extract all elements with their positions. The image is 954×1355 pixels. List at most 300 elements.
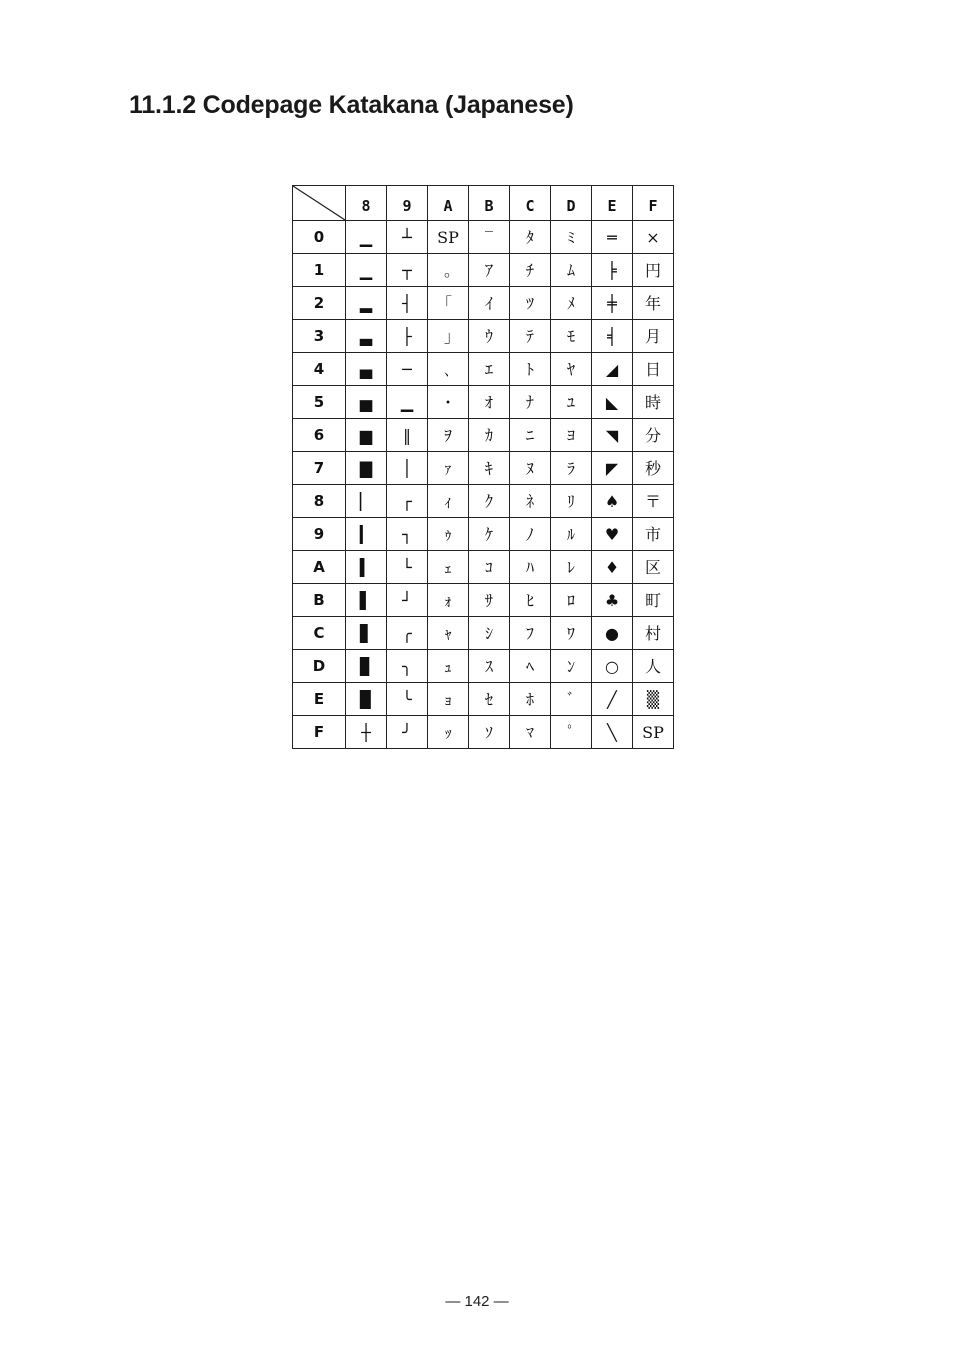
column-header: C xyxy=(510,186,551,221)
character-glyph: ﾝ xyxy=(566,656,575,676)
code-cell xyxy=(592,716,633,749)
row-header: 0 xyxy=(293,221,346,254)
column-header: 8 xyxy=(346,186,387,221)
code-cell xyxy=(551,419,592,452)
character-glyph: ﾓ xyxy=(566,326,575,346)
character-glyph: ﾕ xyxy=(566,392,575,412)
character-glyph: 秒 xyxy=(644,458,661,478)
character-glyph: 区 xyxy=(644,557,661,577)
row-header: 3 xyxy=(293,320,346,353)
character-glyph: ﾔ xyxy=(566,359,575,379)
character-glyph: ◥ xyxy=(605,425,619,445)
code-cell xyxy=(387,287,428,320)
code-cell xyxy=(428,485,469,518)
code-cell xyxy=(346,386,387,419)
page-number: — 142 — xyxy=(445,1293,509,1310)
character-glyph: ﾁ xyxy=(525,260,534,280)
code-cell xyxy=(633,617,674,650)
character-glyph: 円 xyxy=(644,260,661,280)
character-glyph: ╯ xyxy=(402,722,412,742)
code-cell xyxy=(387,254,428,287)
row-header: 9 xyxy=(293,518,346,551)
code-cell xyxy=(346,683,387,716)
character-glyph: SP xyxy=(642,722,664,742)
character-glyph: ･ xyxy=(443,392,452,412)
character-glyph: ▎ xyxy=(359,524,373,544)
row-header: 4 xyxy=(293,353,346,386)
character-glyph: ▒ xyxy=(646,689,660,709)
table-body xyxy=(293,221,674,749)
character-glyph: ﾃ xyxy=(525,326,534,346)
character-glyph: ┼ xyxy=(361,722,371,742)
character-glyph: ﾙ xyxy=(566,524,575,544)
code-cell xyxy=(346,287,387,320)
character-glyph: ▄ xyxy=(359,359,373,379)
code-cell xyxy=(510,617,551,650)
code-cell xyxy=(346,716,387,749)
code-cell xyxy=(428,551,469,584)
code-cell xyxy=(387,683,428,716)
code-cell xyxy=(633,485,674,518)
code-cell xyxy=(633,353,674,386)
code-cell xyxy=(592,683,633,716)
character-glyph: ｲ xyxy=(484,293,493,313)
code-cell xyxy=(428,617,469,650)
code-cell xyxy=(387,617,428,650)
character-glyph: 年 xyxy=(644,293,661,313)
character-glyph: ｽ xyxy=(484,656,493,676)
character-glyph: ﾟ xyxy=(566,722,575,742)
character-glyph: ｯ xyxy=(443,722,452,742)
character-glyph: └ xyxy=(402,557,412,577)
code-cell xyxy=(346,254,387,287)
code-cell xyxy=(633,254,674,287)
code-cell xyxy=(346,518,387,551)
character-glyph: ‾ xyxy=(485,227,493,247)
code-cell xyxy=(428,584,469,617)
character-glyph: ﾋ xyxy=(525,590,534,610)
code-cell xyxy=(551,221,592,254)
code-cell xyxy=(510,221,551,254)
character-glyph: ● xyxy=(605,623,619,643)
code-cell xyxy=(428,287,469,320)
column-header: F xyxy=(633,186,674,221)
character-glyph: ♥ xyxy=(604,524,620,544)
character-glyph: ▅ xyxy=(359,392,373,412)
table-row xyxy=(293,683,674,716)
character-glyph: ｳ xyxy=(484,326,493,346)
code-cell xyxy=(592,617,633,650)
character-glyph: ◢ xyxy=(605,359,619,379)
code-cell xyxy=(551,452,592,485)
code-cell xyxy=(551,617,592,650)
row-header: 1 xyxy=(293,254,346,287)
character-glyph: ▋ xyxy=(359,623,373,643)
character-glyph: 分 xyxy=(644,425,661,445)
code-cell xyxy=(387,716,428,749)
code-cell xyxy=(469,584,510,617)
character-glyph: ｾ xyxy=(484,689,493,709)
code-cell xyxy=(551,485,592,518)
character-glyph: ｣ xyxy=(443,326,452,346)
code-cell xyxy=(387,320,428,353)
character-glyph: ｦ xyxy=(443,425,452,445)
code-cell xyxy=(469,254,510,287)
code-cell xyxy=(592,320,633,353)
code-cell xyxy=(428,419,469,452)
code-cell xyxy=(592,650,633,683)
character-glyph: ｸ xyxy=(484,491,493,511)
code-cell xyxy=(633,716,674,749)
code-cell xyxy=(469,419,510,452)
code-cell xyxy=(592,518,633,551)
code-cell xyxy=(510,419,551,452)
code-cell xyxy=(469,320,510,353)
table-row xyxy=(293,485,674,518)
code-cell xyxy=(387,221,428,254)
code-cell xyxy=(551,650,592,683)
column-header: 9 xyxy=(387,186,428,221)
character-glyph: ｬ xyxy=(443,623,452,643)
character-glyph: ﾘ xyxy=(566,491,575,511)
code-cell xyxy=(633,452,674,485)
code-cell xyxy=(469,287,510,320)
code-cell xyxy=(592,551,633,584)
character-glyph: ╡ xyxy=(607,326,617,346)
code-cell xyxy=(469,221,510,254)
character-glyph: ｶ xyxy=(484,425,493,445)
character-glyph: ｷ xyxy=(484,458,493,478)
character-glyph: ﾊ xyxy=(525,557,534,577)
code-cell xyxy=(387,452,428,485)
code-cell xyxy=(428,650,469,683)
code-cell xyxy=(387,551,428,584)
row-header: 6 xyxy=(293,419,346,452)
code-cell xyxy=(428,353,469,386)
character-glyph: ﾚ xyxy=(566,557,575,577)
character-glyph: ╲ xyxy=(607,722,617,742)
character-glyph: ﾎ xyxy=(525,689,534,709)
code-cell xyxy=(510,353,551,386)
character-glyph: ﾌ xyxy=(525,623,534,643)
code-cell xyxy=(633,386,674,419)
character-glyph: ○ xyxy=(605,656,619,676)
character-glyph: ┬ xyxy=(402,260,412,280)
code-cell xyxy=(387,386,428,419)
code-cell xyxy=(510,452,551,485)
code-cell xyxy=(428,518,469,551)
character-glyph: ﾅ xyxy=(525,392,534,412)
table-row xyxy=(293,551,674,584)
code-cell xyxy=(592,386,633,419)
character-glyph: 町 xyxy=(644,590,661,610)
character-glyph: ╭ xyxy=(402,623,412,643)
character-glyph: ﾂ xyxy=(525,293,534,313)
character-glyph: ♦ xyxy=(604,557,620,577)
table-row xyxy=(293,452,674,485)
table-row xyxy=(293,716,674,749)
character-glyph: ═ xyxy=(607,227,617,247)
column-header: B xyxy=(469,186,510,221)
code-cell xyxy=(346,419,387,452)
character-glyph: ｹ xyxy=(484,524,493,544)
character-glyph: ▏ xyxy=(359,491,373,511)
code-cell xyxy=(469,452,510,485)
code-cell xyxy=(633,683,674,716)
code-cell xyxy=(633,650,674,683)
character-glyph: ▁ xyxy=(359,227,373,247)
column-header-row xyxy=(293,186,674,221)
code-cell xyxy=(387,650,428,683)
character-glyph: ├ xyxy=(402,326,412,346)
character-glyph: ﾀ xyxy=(525,227,534,247)
row-header: F xyxy=(293,716,346,749)
code-cell xyxy=(551,254,592,287)
character-glyph: ﾛ xyxy=(566,590,575,610)
code-cell xyxy=(510,254,551,287)
code-cell xyxy=(592,353,633,386)
code-cell xyxy=(592,485,633,518)
row-header: A xyxy=(293,551,346,584)
code-cell xyxy=(633,320,674,353)
character-glyph: ｩ xyxy=(443,524,452,544)
code-cell xyxy=(592,221,633,254)
code-cell xyxy=(346,650,387,683)
code-cell xyxy=(633,584,674,617)
character-glyph: ﾇ xyxy=(525,458,534,478)
character-glyph: ▃ xyxy=(359,326,373,346)
character-glyph: ▍ xyxy=(359,557,373,577)
character-glyph: ‖ xyxy=(403,425,411,445)
code-cell xyxy=(551,683,592,716)
character-glyph: ▂ xyxy=(359,293,373,313)
character-glyph: ﾄ xyxy=(525,359,534,379)
character-glyph: ╰ xyxy=(402,689,412,709)
page-title: 11.1.2 Codepage Katakana (Japanese) xyxy=(129,91,574,119)
character-glyph: ｪ xyxy=(443,557,452,577)
character-glyph: ｼ xyxy=(484,623,493,643)
character-glyph: ♠ xyxy=(604,491,620,511)
code-cell xyxy=(469,485,510,518)
character-glyph: 市 xyxy=(644,524,661,544)
character-glyph: ｢ xyxy=(443,293,452,313)
code-cell xyxy=(592,584,633,617)
code-cell xyxy=(551,353,592,386)
character-glyph: ╱ xyxy=(607,689,617,709)
code-cell xyxy=(346,551,387,584)
code-cell xyxy=(428,221,469,254)
character-glyph: ､ xyxy=(443,359,452,379)
row-header: D xyxy=(293,650,346,683)
character-glyph: ｮ xyxy=(443,689,452,709)
code-cell xyxy=(551,386,592,419)
character-glyph: ﾖ xyxy=(566,425,575,445)
character-glyph: ▁ xyxy=(400,392,414,412)
code-cell xyxy=(469,650,510,683)
code-cell xyxy=(346,617,387,650)
character-glyph: ┘ xyxy=(402,590,412,610)
character-glyph: ｫ xyxy=(443,590,452,610)
code-cell xyxy=(469,617,510,650)
table-row xyxy=(293,617,674,650)
character-glyph: ｵ xyxy=(484,392,493,412)
code-cell xyxy=(469,353,510,386)
code-cell xyxy=(428,683,469,716)
character-glyph: ▆ xyxy=(359,425,373,445)
code-cell xyxy=(510,551,551,584)
code-cell xyxy=(510,287,551,320)
character-glyph: 〒 xyxy=(644,491,661,511)
character-glyph: ▁ xyxy=(359,260,373,280)
code-cell xyxy=(592,452,633,485)
code-cell xyxy=(633,287,674,320)
character-glyph: 月 xyxy=(644,326,661,346)
code-cell xyxy=(551,287,592,320)
character-glyph: ♣ xyxy=(604,590,620,610)
code-cell xyxy=(469,683,510,716)
code-cell xyxy=(387,485,428,518)
code-cell xyxy=(346,485,387,518)
character-glyph: 村 xyxy=(644,623,661,643)
code-cell xyxy=(633,221,674,254)
table-row xyxy=(293,650,674,683)
table-row xyxy=(293,221,674,254)
character-glyph: ﾍ xyxy=(525,656,534,676)
column-header: D xyxy=(551,186,592,221)
character-glyph: ╞ xyxy=(607,260,617,280)
character-glyph: ◣ xyxy=(605,392,619,412)
character-glyph: ﾞ xyxy=(566,689,575,709)
table-row xyxy=(293,287,674,320)
character-glyph: ｡ xyxy=(443,260,452,280)
row-header: 5 xyxy=(293,386,346,419)
code-cell xyxy=(551,716,592,749)
table-row xyxy=(293,320,674,353)
code-cell xyxy=(428,452,469,485)
character-glyph: 人 xyxy=(644,656,661,676)
character-glyph: ｿ xyxy=(484,722,493,742)
diagonal-line-icon xyxy=(293,186,345,220)
code-cell xyxy=(387,584,428,617)
character-glyph: 日 xyxy=(644,359,661,379)
character-glyph: ▌ xyxy=(359,590,373,610)
character-glyph: ﾒ xyxy=(566,293,575,313)
row-header: 7 xyxy=(293,452,346,485)
code-cell xyxy=(551,320,592,353)
code-cell xyxy=(510,683,551,716)
code-cell xyxy=(469,551,510,584)
code-cell xyxy=(592,419,633,452)
character-glyph: ｭ xyxy=(443,656,452,676)
character-glyph: 時 xyxy=(644,392,661,412)
character-glyph: ╮ xyxy=(402,656,412,676)
character-glyph: ｴ xyxy=(484,359,493,379)
code-cell xyxy=(510,386,551,419)
code-cell xyxy=(428,320,469,353)
table-row xyxy=(293,518,674,551)
code-cell xyxy=(551,584,592,617)
code-cell xyxy=(346,320,387,353)
character-glyph: ﾗ xyxy=(566,458,575,478)
code-cell xyxy=(510,716,551,749)
character-glyph: │ xyxy=(402,458,412,478)
table-row xyxy=(293,254,674,287)
code-cell xyxy=(510,518,551,551)
character-glyph: ｧ xyxy=(443,458,452,478)
codepage-table xyxy=(292,185,674,749)
column-header: E xyxy=(592,186,633,221)
table-row xyxy=(293,584,674,617)
row-header: 2 xyxy=(293,287,346,320)
code-cell xyxy=(387,518,428,551)
code-cell xyxy=(387,353,428,386)
character-glyph: ┐ xyxy=(402,524,412,544)
character-glyph: ﾆ xyxy=(525,425,534,445)
code-cell xyxy=(428,716,469,749)
code-cell xyxy=(551,551,592,584)
code-cell xyxy=(346,452,387,485)
row-header: E xyxy=(293,683,346,716)
code-cell xyxy=(592,287,633,320)
character-glyph: ｻ xyxy=(484,590,493,610)
code-cell xyxy=(633,518,674,551)
table-row xyxy=(293,353,674,386)
code-cell xyxy=(633,551,674,584)
character-glyph: ┌ xyxy=(402,491,412,511)
code-cell xyxy=(469,716,510,749)
row-header: C xyxy=(293,617,346,650)
code-cell xyxy=(469,386,510,419)
character-glyph: ╪ xyxy=(607,293,617,313)
code-cell xyxy=(510,584,551,617)
character-glyph: ◤ xyxy=(605,458,619,478)
character-glyph: ▊ xyxy=(359,656,373,676)
code-cell xyxy=(469,518,510,551)
code-cell xyxy=(633,419,674,452)
character-glyph: ┤ xyxy=(402,293,412,313)
character-glyph: ─ xyxy=(402,359,412,379)
code-cell xyxy=(510,485,551,518)
character-glyph: ﾉ xyxy=(525,524,534,544)
code-cell xyxy=(346,353,387,386)
code-cell xyxy=(592,254,633,287)
character-glyph: ﾏ xyxy=(525,722,534,742)
character-glyph: SP xyxy=(437,227,459,247)
character-glyph: ﾜ xyxy=(566,623,575,643)
character-glyph: × xyxy=(646,227,660,247)
row-header: 8 xyxy=(293,485,346,518)
code-cell xyxy=(346,584,387,617)
character-glyph: ┴ xyxy=(402,227,412,247)
character-glyph: ▉ xyxy=(359,689,373,709)
table-row xyxy=(293,386,674,419)
table-row xyxy=(293,419,674,452)
code-cell xyxy=(510,650,551,683)
code-cell xyxy=(387,419,428,452)
character-glyph: ｱ xyxy=(484,260,493,280)
character-glyph: ▇ xyxy=(359,458,373,478)
column-header: A xyxy=(428,186,469,221)
character-glyph: ｨ xyxy=(443,491,452,511)
code-cell xyxy=(346,221,387,254)
row-header: B xyxy=(293,584,346,617)
code-cell xyxy=(551,518,592,551)
character-glyph: ﾈ xyxy=(525,491,534,511)
character-glyph: ｺ xyxy=(484,557,493,577)
character-glyph: ﾑ xyxy=(566,260,575,280)
code-cell xyxy=(428,254,469,287)
character-glyph: ﾐ xyxy=(566,227,575,247)
